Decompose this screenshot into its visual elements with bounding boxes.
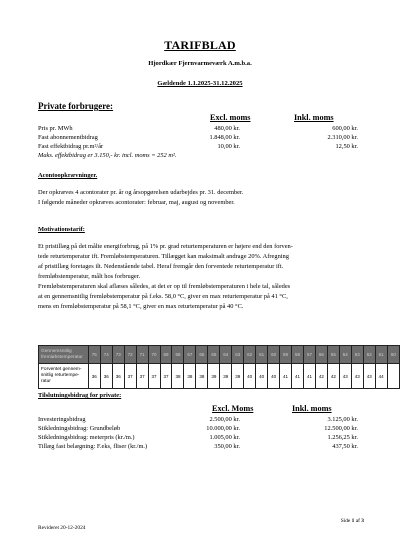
effect-row-incl: 12,50 kr. — [335, 143, 358, 150]
subscription-row-excl: 1.848,00 kr. — [209, 134, 240, 141]
motivation-line-7: mens en fremløbstemperatur på 58,1 °C, giver en max returtemperatur på 40 °C. — [38, 303, 244, 310]
flow-temp-cell: 69 — [160, 346, 172, 364]
return-temp-cell: 43 — [339, 364, 351, 389]
flow-temp-cell: 52 — [363, 346, 375, 364]
flow-temp-cell: 61 — [256, 346, 268, 364]
incl-vat-column-header: Inkl. moms — [294, 113, 334, 122]
revision-date: Revideret 20-12-2024 — [38, 525, 86, 531]
return-temp-cell: 40 — [256, 364, 268, 389]
private-consumers-heading: Private forbrugere: — [38, 101, 114, 111]
motivation-line-6: at en gennemsnitlig fremløbstemperatur på f.eks. 58,0 °C, giver en max returtemperatur på 41 °C, — [38, 293, 288, 300]
return-temp-cell: 41 — [280, 364, 292, 389]
return-temp-cell: 37 — [124, 364, 136, 389]
flow-temperature-row — [39, 346, 400, 364]
return-temp-cell: 40 — [244, 364, 256, 389]
return-temperature-label: Forventet gennem-snitlig returtempe-ratur — [39, 364, 89, 389]
investment-row — [38, 416, 358, 425]
flow-temp-cell: 63 — [232, 346, 244, 364]
flow-temp-cell: 64 — [220, 346, 232, 364]
flow-temp-cell: 55 — [327, 346, 339, 364]
return-temp-cell: 41 — [303, 364, 315, 389]
flow-temp-cell: 66 — [196, 346, 208, 364]
aconto-heading: Acontoopkrævninger. — [38, 172, 98, 179]
flow-temp-cell: 70 — [148, 346, 160, 364]
return-temp-cell: 36 — [112, 364, 124, 389]
paving-row-excl: 350,00 kr. — [214, 443, 240, 450]
flow-temp-cell: 54 — [339, 346, 351, 364]
max-effect-note: Maks. effektbidrag er 3.150,- kr. incl. moms = 252 m². — [38, 152, 177, 159]
service-meter-row — [38, 434, 358, 443]
return-temp-cell: 40 — [268, 364, 280, 389]
motivation-line-3: af pristillæg foretages ilt. Nedenstående tabel. Heraf fremgår den forventede returtemperatur ift. — [38, 263, 284, 270]
return-temp-cell: 41 — [292, 364, 304, 389]
page-title: TARIFBLAD — [164, 38, 236, 52]
investment-row-excl: 2.500,00 kr. — [209, 416, 240, 423]
validity-period: Gældende 1.1.2025-31.12.2025 — [157, 80, 243, 87]
return-temp-cell: 36 — [88, 364, 100, 389]
service-base-row-excl: 10.000,00 kr. — [206, 425, 240, 432]
return-temp-cell: 38 — [196, 364, 208, 389]
motivation-line-5: Fremløbstemperaturen skal aflæses således, at det er op til fremløbstemperaturen i hele tal, således — [38, 283, 291, 290]
paving-row-label: Tillæg fast belægning: F.eks, fliser (kr./m.) — [38, 443, 148, 450]
page-number: Side 1 af 3 — [340, 518, 364, 524]
excl-vat-column-header: Excl. moms — [210, 113, 251, 122]
connection-heading: Tilslutningsbidrag for private: — [38, 392, 122, 399]
flow-temp-cell: 58 — [292, 346, 304, 364]
price-row-label: Pris pr. MWh — [38, 125, 73, 132]
flow-temp-cell: 68 — [172, 346, 184, 364]
flow-temp-cell: 75 — [88, 346, 100, 364]
flow-temp-cell: 67 — [184, 346, 196, 364]
price-row — [38, 125, 358, 134]
service-base-row-label: Stikledningsbidrag: Grundbeløb — [38, 425, 121, 432]
subscription-row-label: Fast abonnementbidrag — [38, 134, 98, 141]
price-row-excl: 480,00 kr. — [214, 125, 240, 132]
service-meter-row-incl: 1.256,25 kr. — [327, 434, 358, 441]
subscription-row — [38, 134, 358, 143]
service-meter-row-label: Stikledningsbidrag: meterpris (kr./m.) — [38, 434, 135, 441]
flow-temp-cell: 50 — [387, 346, 399, 364]
flow-temp-cell: 53 — [351, 346, 363, 364]
flow-temp-cell: 74 — [100, 346, 112, 364]
service-meter-row-excl: 1.005,00 kr. — [209, 434, 240, 441]
return-temp-cell: 43 — [363, 364, 375, 389]
flow-temp-cell: 59 — [280, 346, 292, 364]
flow-temp-cell: 57 — [303, 346, 315, 364]
effect-row-excl: 10,00 kr. — [217, 143, 240, 150]
return-temp-cell: 44 — [375, 364, 387, 389]
return-temp-cell: 39 — [220, 364, 232, 389]
return-temp-cell: 42 — [315, 364, 327, 389]
return-temp-cell: 43 — [351, 364, 363, 389]
flow-temperature-label: Gennemsnitlig fremløbstemperatur — [39, 346, 89, 364]
temperature-table — [38, 345, 400, 389]
return-temp-cell — [387, 364, 399, 389]
return-temp-cell: 39 — [232, 364, 244, 389]
return-temp-cell: 42 — [327, 364, 339, 389]
flow-temp-cell: 71 — [136, 346, 148, 364]
flow-temp-cell: 62 — [244, 346, 256, 364]
flow-temp-cell: 51 — [375, 346, 387, 364]
company-name: Hjordkær Fjernvarmeværk A.m.b.a. — [148, 60, 252, 67]
paving-row — [38, 443, 358, 452]
aconto-line-2: I følgende måneder opkræves acontorater: februar, maj, august og november. — [38, 199, 235, 206]
return-temp-cell: 39 — [208, 364, 220, 389]
motivation-line-1: Et pristillæg på det målte energiforbrug, på 1% pr. grad returtemperaturen er højere end den forven- — [38, 243, 293, 250]
return-temp-cell: 36 — [100, 364, 112, 389]
aconto-line-1: Der opkræves 4 acontorater pr. år og årsopgørelsen udarbejdes pr. 31. december. — [38, 189, 244, 196]
return-temp-cell: 38 — [184, 364, 196, 389]
motivation-line-4: fremløbstemperatur, målt hos forbruger. — [38, 273, 141, 280]
flow-temp-cell: 65 — [208, 346, 220, 364]
investment-row-label: Investeringsbidrag — [38, 416, 86, 423]
service-base-row-incl: 12.500,00 kr. — [324, 425, 358, 432]
return-temp-cell: 37 — [160, 364, 172, 389]
flow-temp-cell: 73 — [112, 346, 124, 364]
investment-row-incl: 3.125,00 kr. — [327, 416, 358, 423]
motivation-heading: Motivationstarif: — [38, 226, 85, 233]
return-temperature-row — [39, 364, 400, 389]
connection-incl-column-header: Inkl. moms — [292, 404, 332, 413]
subscription-row-incl: 2.310,00 kr. — [327, 134, 358, 141]
paving-row-incl: 437,50 kr. — [332, 443, 358, 450]
flow-temp-cell: 60 — [268, 346, 280, 364]
motivation-line-2: tede returtemperatur ift. Fremløbstemperaturen. Tillægget kan maksimalt andrage 20%. Afregning — [38, 253, 289, 260]
return-temp-cell: 38 — [172, 364, 184, 389]
flow-temp-cell: 56 — [315, 346, 327, 364]
price-row-incl: 600,00 kr. — [332, 125, 358, 132]
return-temp-cell: 37 — [148, 364, 160, 389]
service-base-row — [38, 425, 358, 434]
flow-temp-cell: 72 — [124, 346, 136, 364]
effect-row-label: Fast effektbidrag pr.m²/år — [38, 143, 104, 150]
connection-excl-column-header: Excl. Moms — [212, 404, 254, 413]
return-temp-cell: 37 — [136, 364, 148, 389]
